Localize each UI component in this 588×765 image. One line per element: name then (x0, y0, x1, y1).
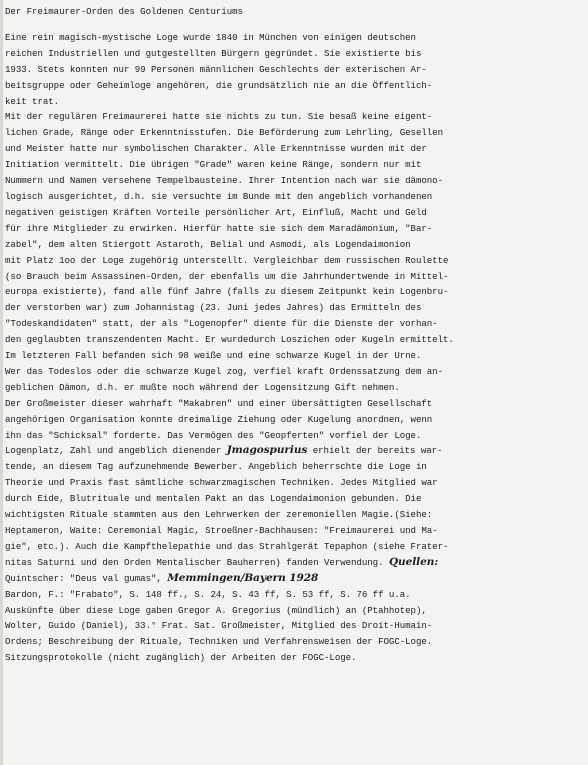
text-line: Wolter, Guido (Daniel), 33.° Frat. Sat. Großmeister, Mitglied des Droit-Humain- (5, 620, 433, 632)
text-line: Initiation vermittelt. Die übrigen "Grade" waren keine Ränge, sondern nur mit (5, 159, 422, 171)
handwritten-place-year: Memmingen/Bayern 1928 (167, 571, 319, 584)
text-line: Heptameron, Waite: Ceremonial Magic, Stroeßner-Bachhausen: "Freimaurerei und Ma- (5, 525, 438, 536)
text-line: Mit der regulären Freimaurerei hatte sie nichts zu tun. Sie besaß keine eigent- (5, 111, 433, 123)
text-line: der verstorben war) zum Johannistag (23. Juni jedes Jahres) das Ermitteln des (5, 302, 422, 314)
text-line: Auskünfte über diese Loge gaben Gregor A. Gregorius (mündlich) an (Ptahhotep), (5, 604, 427, 616)
text-line-with-handwriting (5, 443, 570, 459)
text-line: durch Eide, Blutrituale und mentalen Pakt an das Logendaimonion gebunden. Die (5, 493, 422, 505)
text-line-with-handwriting (5, 571, 570, 587)
text-line: Eine rein magisch-mystische Loge wurde 1840 in München von einigen deutschen (5, 31, 416, 43)
text-fragment: nitas Saturni und den Orden Mentalischer Bauherren) fanden Verwendung. (5, 556, 384, 568)
scan-edge (0, 0, 3, 765)
handwritten-name: Jmagospurius (226, 444, 308, 457)
text-line: reichen Industriellen und gutgestellten Bürgern gegründet. Sie existierte bis (5, 47, 422, 59)
text-line: negativen geistigen Kräften Vorteile persönlicher Art, Einfluß, Macht und Geld (5, 206, 427, 218)
text-line: geblichen Dämon, d.h. er mußte noch während der Logensitzung Gift nehmen. (5, 381, 400, 393)
text-line: den geglaubten transzendenten Macht. Er wurdedurch Loszichen oder Kugeln ermittelt. (5, 334, 454, 346)
text-line: 1933. Stets konnten nur 99 Personen männlichen Geschlechts der exterischen Ar- (5, 63, 427, 75)
text-line: Bardon, F.: "Frabato", S. 148 ff., S. 24, S. 43 ff, S. 53 ff, S. 76 ff u.a. (5, 588, 411, 600)
text-line: angehörigen Organisation konnte dreimalige Ziehung oder Kugelung anordnen, wenn (5, 413, 433, 425)
text-line: wichtigsten Rituale stammten aus den Lehrwerken der zeremoniellen Magie.(Siehe: (5, 509, 433, 521)
text-line: gie", etc.). Auch die Kampfthelepathie und das Strahlgerät Tepaphon (siehe Frater- (5, 540, 449, 552)
text-fragment: erhielt der bereits war- (307, 445, 443, 457)
text-fragment: Quintscher: "Deus val gumas", (5, 572, 168, 584)
text-line: für ihre Mitglieder zu erwirken. Hierfür hatte sie sich dem Maradämonium, "Bar- (5, 222, 433, 234)
text-line: logisch ausgerichtet, d.h. sie versuchte im Bunde mit den angeblich vorhandenen (5, 190, 433, 202)
text-line: und Meister hatte nur symbolischen Charakter. Alle Erkenntnisse wurden mit der (5, 143, 427, 155)
text-line: lichen Grade, Ränge oder Erkenntnisstufen. Die Beförderung zum Lehrling, Gesellen (5, 127, 443, 139)
text-line: "Todeskandidaten" statt, der als "Logenopfer" diente für die Dienste der vorhan- (5, 318, 438, 330)
text-line: zabel", dem alten Stiergott Astaroth, Belial und Asmodi, als Logendaimonion (5, 238, 411, 250)
text-fragment: Logenplatz, Zahl und angeblich dienender (5, 445, 222, 457)
text-line: tende, an diesem Tag aufzunehmende Bewerber. Angeblich beherrschte die Loge in (5, 461, 427, 473)
document-body (5, 30, 570, 666)
text-line-with-handwriting (5, 555, 570, 571)
text-line: keit trat. (5, 95, 60, 107)
text-line: mit Platz 1oo der Loge zugehörig unterstellt. Vergleichbar dem russischen Roulette (5, 254, 449, 266)
text-line: Theorie und Praxis fast sämtliche schwarzmagischen Techniken. Jedes Mitglied war (5, 477, 438, 489)
text-line: Ordens; Beschreibung der Rituale, Techniken und Verfahrensweisen der FOGC-Loge. (5, 636, 433, 648)
text-line: ihn das "Schicksal" forderte. Das Vermögen des "Geopferten" vorfiel der Loge. (5, 429, 422, 441)
text-line: (so Brauch beim Assassinen-Orden, der ebenfalls um die Jahrhundertwende in Mittel- (5, 270, 449, 282)
text-line: Sitzungsprotokolle (nicht zugänglich) der Arbeiten der FOGC-Loge. (5, 652, 357, 664)
text-line: Der Großmeister dieser wahrhaft "Makabren" und einer übersättigten Gesellschaft (5, 397, 433, 409)
text-line: Nummern und Namen versehene Tempelbausteine. Ihrer Intention nach war sie dämono- (5, 175, 443, 187)
text-line: Wer das Todeslos oder die schwarze Kugel zog, verfiel kraft Ordenssatzung dem an- (5, 365, 443, 377)
text-line: beitsgruppe oder Geheimloge angehören, die grundsätzlich nie an die Öffentlich- (5, 79, 433, 91)
text-line: europa existierte), fand alle fünf Jahre (falls zu diesem Zeitpunkt kein Logenbru- (5, 286, 449, 298)
text-line: Im letzteren Fall befanden sich 98 weiße und eine schwarze Kugel in der Urne. (5, 350, 422, 362)
handwritten-sources-label: Quellen: (388, 555, 439, 568)
document-title: Der Freimaurer-Orden des Goldenen Centuriums (5, 6, 243, 17)
